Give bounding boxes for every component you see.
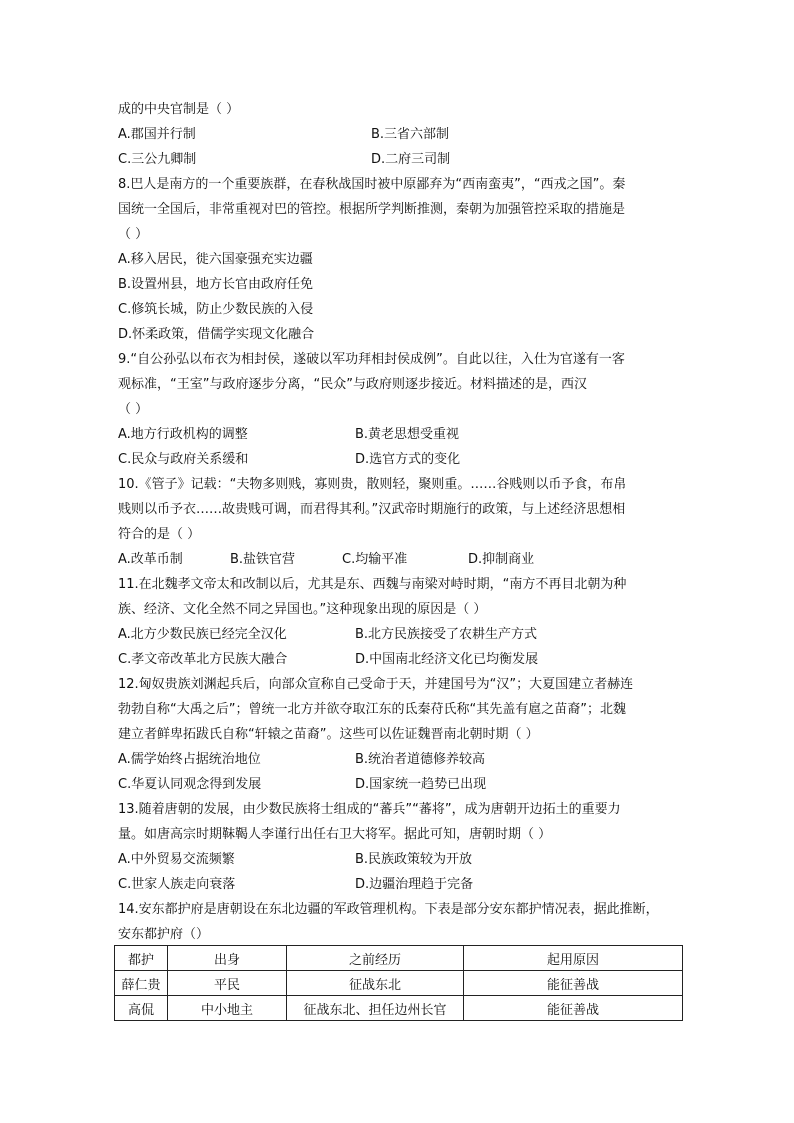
table-header-row (115, 946, 683, 971)
table-header-cell: 出身 (168, 946, 287, 971)
table-row (115, 996, 683, 1021)
q10-option-a[interactable]: A.改革币制 (118, 552, 183, 567)
q10-stem-line-1: 10.《管子》记载：“夫物多则贱，寡则贵，散则轻，聚则重。……谷贱则以币予食，布帛 (118, 477, 627, 492)
q12-option-c[interactable]: C.华夏认同观念得到发展 (118, 777, 262, 792)
q9-options-row-2 (118, 447, 682, 472)
table-cell: 薛仁贵 (115, 971, 168, 996)
q9-stem-line-1: 9.“自公孙弘以布衣为相封侯，遂破以军功拜相封侯成例”。自此以往，入仕为官遂有一客 (118, 352, 625, 367)
q11-stem-line-2: 族、经济、文化全然不同之异国也。”这种现象出现的原因是（ ） (118, 602, 487, 617)
q9-stem-line-3: （ ） (118, 402, 149, 417)
q9-stem-line-2: 观标准，“王室”与政府逐步分离，“民众”与政府则逐步接近。材料描述的是，西汉 (118, 377, 587, 392)
q13-stem-line-2: 量。如唐高宗时期靺鞨人李谨行出任右卫大将军。据此可知，唐朝时期（ ） (118, 827, 552, 842)
q12-option-a[interactable]: A.儒学始终占据统治地位 (118, 752, 261, 767)
q12-stem-line-1: 12.匈奴贵族刘渊起兵后，向部众宣称自己受命于天，并建国号为“汉”；大夏国建立者赫连 (118, 677, 634, 692)
q12-options-row-2 (118, 772, 682, 797)
q8-option-c[interactable]: C.修筑长城，防止少数民族的入侵 (118, 302, 314, 317)
q14-stem-line-1: 14.安东都护府是唐朝设在东北边疆的军政管理机构。下表是部分安东都护情况表，据此推断， (118, 902, 659, 917)
q13-options-row-2 (118, 872, 682, 897)
q13-option-d[interactable]: D.边疆治理趋于完备 (355, 877, 474, 892)
q8-option-a[interactable]: A.移入居民，徙六国豪强充实边疆 (118, 252, 313, 267)
q7-options-row-2 (118, 147, 682, 172)
q10-option-b[interactable]: B.盐铁官营 (230, 552, 296, 567)
q7-stem-tail: 成的中央官制是（ ） (118, 102, 240, 117)
q13-options-row-1 (118, 847, 682, 872)
table-header-cell: 都护 (115, 946, 168, 971)
q11-options-row-1 (118, 622, 682, 647)
q10-options-row (118, 547, 682, 572)
q9-option-b[interactable]: B.黄老思想受重视 (355, 427, 460, 442)
q9-option-c[interactable]: C.民众与政府关系缓和 (118, 452, 249, 467)
q12-option-d[interactable]: D.国家统一趋势已出现 (355, 777, 487, 792)
table-header-cell: 起用原因 (464, 946, 683, 971)
q11-option-b[interactable]: B.北方民族接受了农耕生产方式 (355, 627, 538, 642)
q9-option-d[interactable]: D.选官方式的变化 (355, 452, 461, 467)
q12-option-b[interactable]: B.统治者道德修养较高 (355, 752, 486, 767)
q13-option-a[interactable]: A.中外贸易交流频繁 (118, 852, 235, 867)
q8-stem-line-3: （ ） (118, 227, 149, 242)
table-cell: 能征善战 (464, 971, 683, 996)
q11-option-c[interactable]: C.孝文帝改革北方民族大融合 (118, 652, 288, 667)
table-cell: 高侃 (115, 996, 168, 1021)
q10-stem-line-3: 符合的是（ ） (118, 527, 201, 542)
q7-option-a[interactable]: A.郡国并行制 (118, 127, 196, 142)
q9-options-row-1 (118, 422, 682, 447)
q12-options-row-1 (118, 747, 682, 772)
q10-option-d[interactable]: D.抑制商业 (468, 552, 535, 567)
table-cell: 平民 (168, 971, 287, 996)
table-row (115, 971, 683, 996)
q7-options-row-1 (118, 122, 682, 147)
q13-stem-line-1: 13.随着唐朝的发展，由少数民族将士组成的“蕃兵”“蕃将”，成为唐朝开边拓土的重要力 (118, 802, 621, 817)
q10-stem-line-2: 贱则以币予衣……故贵贱可调，而君得其利。”汉武帝时期施行的政策，与上述经济思想相 (118, 502, 626, 517)
q11-stem-line-1: 11.在北魏孝文帝太和改制以后，尤其是东、西魏与南梁对峙时期，“南方不再目北朝为种 (118, 577, 627, 592)
table-header-cell: 之前经历 (287, 946, 464, 971)
q13-option-b[interactable]: B.民族政策较为开放 (355, 852, 473, 867)
q10-option-c[interactable]: C.均输平准 (342, 552, 408, 567)
q12-stem-line-2: 勃勃自称“大禹之后”；曾统一北方并欲夺取江东的氐秦苻氏称“其先盖有扈之苗裔”；北魏 (118, 702, 626, 717)
q14-stem-line-2: 安东都护府（） (118, 927, 210, 942)
q7-option-c[interactable]: C.三公九卿制 (118, 152, 197, 167)
q13-option-c[interactable]: C.世家人族走向衰落 (118, 877, 236, 892)
table-cell: 中小地主 (168, 996, 287, 1021)
table-cell: 征战东北 (287, 971, 464, 996)
q8-stem-line-2: 国统一全国后，非常重视对巴的管控。根据所学判断推测，秦朝为加强管控采取的措施是 (118, 202, 626, 217)
q9-option-a[interactable]: A.地方行政机构的调整 (118, 427, 248, 442)
question-list (118, 97, 682, 947)
q11-options-row-2 (118, 647, 682, 672)
q7-option-d[interactable]: D.二府三司制 (371, 152, 451, 167)
q8-stem-line-1: 8.巴人是南方的一个重要族群，在春秋战国时被中原鄙弃为“西南蛮夷”，“西戎之国”。秦 (118, 177, 626, 192)
q7-option-b[interactable]: B.三省六部制 (371, 127, 450, 142)
q14-duhu-table (114, 945, 683, 1021)
table-cell: 能征善战 (464, 996, 683, 1021)
q12-stem-line-3: 建立者鲜卑拓跋氏自称“轩辕之苗裔”。这些可以佐证魏晋南北朝时期（ ） (118, 727, 539, 742)
q8-option-d[interactable]: D.怀柔政策，借儒学实现文化融合 (118, 327, 315, 342)
q11-option-d[interactable]: D.中国南北经济文化已均衡发展 (355, 652, 539, 667)
table-cell: 征战东北、担任边州长官 (287, 996, 464, 1021)
q8-option-b[interactable]: B.设置州县，地方长官由政府任免 (118, 277, 314, 292)
q11-option-a[interactable]: A.北方少数民族已经完全汉化 (118, 627, 287, 642)
